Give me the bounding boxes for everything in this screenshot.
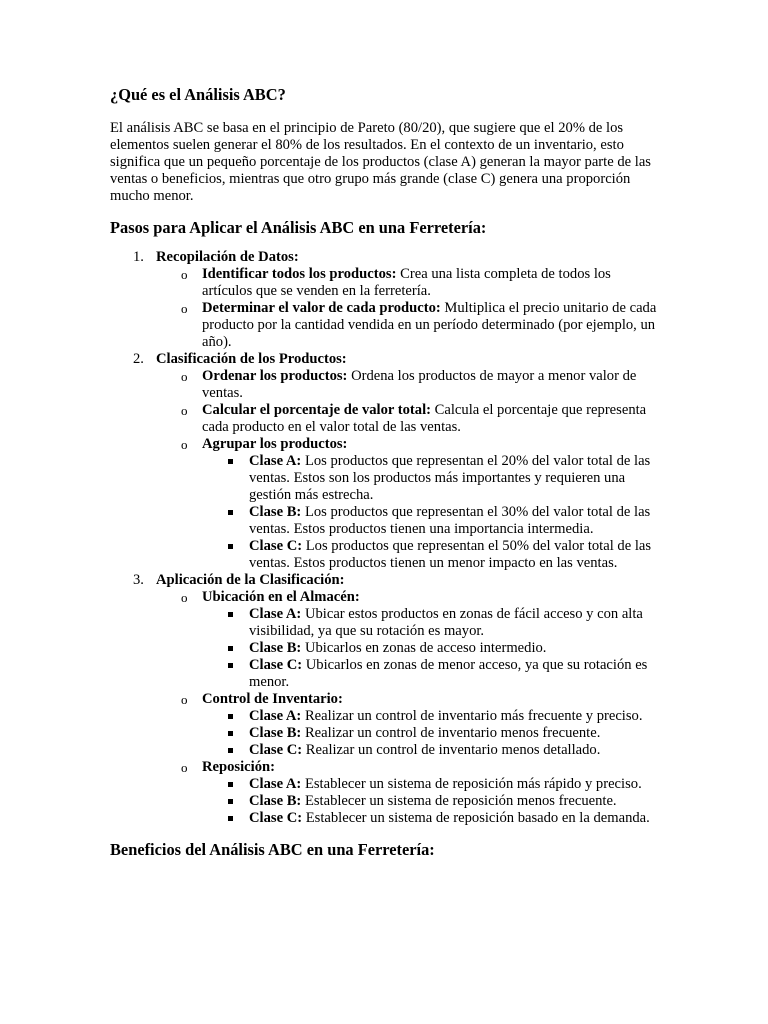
class-item	[202, 793, 658, 810]
sub-item-label: Reposición:	[202, 759, 275, 775]
step-title: Clasificación de los Productos:	[156, 351, 347, 367]
class-text: Realizar un control de inventario menos frecuente.	[301, 725, 601, 741]
square-bullet-icon	[228, 612, 233, 617]
class-item	[202, 640, 658, 657]
step-item	[110, 572, 658, 827]
circle-bullet-icon: o	[181, 403, 188, 418]
circle-bullet-icon: o	[181, 590, 188, 605]
class-item	[202, 725, 658, 742]
heading-steps: Pasos para Aplicar el Análisis ABC en una Ferretería:	[110, 218, 487, 237]
steps-list	[110, 249, 658, 827]
square-bullet-icon	[228, 748, 233, 753]
class-text: Ubicarlos en zonas de acceso intermedio.	[301, 640, 547, 656]
sub-item	[156, 300, 658, 351]
sub-item	[156, 436, 658, 572]
sub-item	[156, 759, 658, 827]
class-item	[202, 810, 658, 827]
sub-item-label: Ordenar los productos:	[202, 368, 348, 384]
class-text: Ubicar estos productos en zonas de fácil acceso y con alta visibilidad, ya que su rotación es mayor.	[249, 606, 643, 639]
class-label: Clase C:	[249, 810, 303, 826]
class-label: Clase A:	[249, 708, 302, 724]
document-page	[110, 84, 658, 861]
class-label: Clase B:	[249, 725, 302, 741]
square-bullet-icon	[228, 459, 233, 464]
square-bullet-icon	[228, 646, 233, 651]
step-sublist	[156, 266, 658, 351]
class-text: Realizar un control de inventario más frecuente y preciso.	[301, 708, 643, 724]
class-item	[202, 708, 658, 725]
sub-item	[156, 402, 658, 436]
square-bullet-icon	[228, 799, 233, 804]
class-label: Clase C:	[249, 657, 303, 673]
class-list	[202, 708, 658, 759]
class-list	[202, 606, 658, 691]
square-bullet-icon	[228, 510, 233, 515]
sub-item-text: Ordena los productos de mayor a menor valor de ventas.	[202, 368, 637, 401]
square-bullet-icon	[228, 544, 233, 549]
class-text: Realizar un control de inventario menos detallado.	[302, 742, 601, 758]
sub-item	[156, 266, 658, 300]
heading-what-is-abc: ¿Qué es el Análisis ABC?	[110, 85, 286, 104]
circle-bullet-icon: o	[181, 301, 188, 316]
class-item	[202, 504, 658, 538]
circle-bullet-icon: o	[181, 369, 188, 384]
square-bullet-icon	[228, 816, 233, 821]
step-number: 2.	[133, 351, 144, 367]
class-text: Establecer un sistema de reposición menos frecuente.	[301, 793, 617, 809]
sub-item-label: Control de Inventario:	[202, 691, 343, 707]
circle-bullet-icon: o	[181, 437, 188, 452]
sub-item-label: Determinar el valor de cada producto:	[202, 300, 441, 316]
step-sublist	[156, 368, 658, 572]
class-text: Establecer un sistema de reposición basado en la demanda.	[302, 810, 650, 826]
class-label: Clase B:	[249, 640, 302, 656]
step-title: Recopilación de Datos:	[156, 249, 299, 265]
class-label: Clase A:	[249, 453, 302, 469]
class-item	[202, 657, 658, 691]
class-item	[202, 453, 658, 504]
sub-item-text: Crea una lista completa de todos los artículos que se venden en la ferretería.	[202, 266, 611, 299]
heading-benefits: Beneficios del Análisis ABC en una Ferretería:	[110, 840, 435, 859]
class-label: Clase C:	[249, 742, 303, 758]
sub-item-label: Agrupar los productos:	[202, 436, 348, 452]
class-list	[202, 776, 658, 827]
step-item	[110, 351, 658, 572]
sub-item-label: Identificar todos los productos:	[202, 266, 397, 282]
class-item	[202, 776, 658, 793]
step-sublist	[156, 589, 658, 827]
intro-paragraph: El análisis ABC se basa en el principio de Pareto (80/20), que sugiere que el 20% de los elementos suelen generar el 80% de los resultados. En el contexto de un inventario, esto significa que un pequeño porcentaje de los productos (clase A) generan la mayor parte de las ventas o beneficios, mientras que otro grupo más grande (clase C) genera una proporción mucho menor.	[110, 120, 651, 204]
sub-item	[156, 368, 658, 402]
class-text: Los productos que representan el 20% del valor total de las ventas. Estos son los productos más importantes y requieren una gestión más estrecha.	[249, 453, 651, 503]
class-item	[202, 742, 658, 759]
step-number: 1.	[133, 249, 144, 265]
square-bullet-icon	[228, 731, 233, 736]
class-item	[202, 606, 658, 640]
class-label: Clase A:	[249, 606, 302, 622]
sub-item-text: Calcula el porcentaje que representa cada producto en el valor total de las ventas.	[202, 402, 647, 435]
step-number: 3.	[133, 572, 144, 588]
class-label: Clase B:	[249, 793, 302, 809]
class-text: Los productos que representan el 30% del valor total de las ventas. Estos productos tienen una importancia intermedia.	[249, 504, 651, 537]
step-title: Aplicación de la Clasificación:	[156, 572, 345, 588]
class-list	[202, 453, 658, 572]
class-label: Clase A:	[249, 776, 302, 792]
circle-bullet-icon: o	[181, 760, 188, 775]
class-text: Establecer un sistema de reposición más rápido y preciso.	[301, 776, 642, 792]
square-bullet-icon	[228, 663, 233, 668]
sub-item	[156, 589, 658, 691]
sub-item-label: Ubicación en el Almacén:	[202, 589, 360, 605]
class-label: Clase C:	[249, 538, 303, 554]
circle-bullet-icon: o	[181, 692, 188, 707]
step-item	[110, 249, 658, 351]
sub-item-label: Calcular el porcentaje de valor total:	[202, 402, 431, 418]
class-item	[202, 538, 658, 572]
sub-item	[156, 691, 658, 759]
class-text: Los productos que representan el 50% del valor total de las ventas. Estos productos tienen un menor impacto en las ventas.	[249, 538, 652, 571]
circle-bullet-icon: o	[181, 267, 188, 282]
square-bullet-icon	[228, 714, 233, 719]
class-label: Clase B:	[249, 504, 302, 520]
class-text: Ubicarlos en zonas de menor acceso, ya que su rotación es menor.	[249, 657, 648, 690]
sub-item-text: Multiplica el precio unitario de cada producto por la cantidad vendida en un período determinado (por ejemplo, un año).	[202, 300, 657, 350]
square-bullet-icon	[228, 782, 233, 787]
